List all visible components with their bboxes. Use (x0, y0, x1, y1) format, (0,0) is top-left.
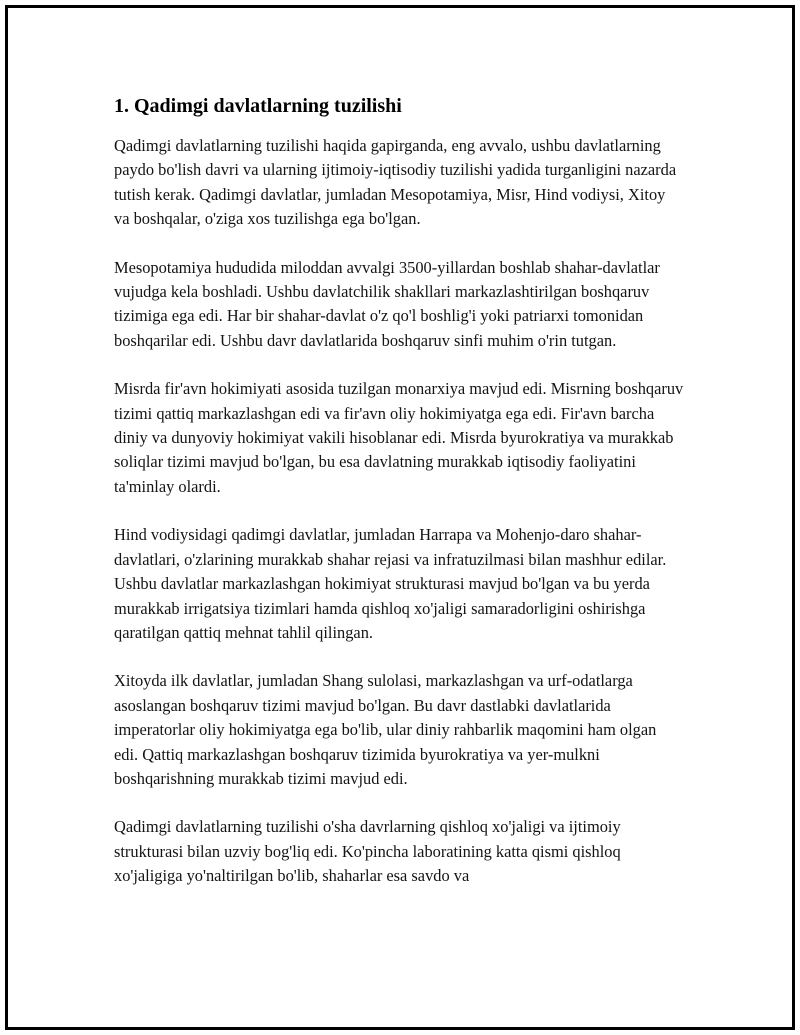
paragraph-mesopotamia: Mesopotamiya hududida miloddan avvalgi 3500-yillardan boshlab shahar-davlatlar vujudga kela boshladi. Ushbu davlatchilik shakllari markazlashtirilgan boshqaruv tizimiga ega edi. Har bir shahar-davlat o'z qo'l boshlig'i yoki patriarxi tomonidan boshqarilar edi. Ushbu davr davlatlarida boshqaruv sinfi muhim o'rin tutgan. (114, 257, 660, 350)
paragraph-egypt: Misrda fir'avn hokimiyati asosida tuzilgan monarxiya mavjud edi. Misrning boshqaruv tizimi qattiq markazlashgan edi va fir'avn oliy hokimiyatga ega edi. Fir'avn barcha diniy va dunyoviy hokimiyat vakili hisoblanar edi. Misrda byurokratiya va murakkab soliqlar tizimi mavjud bo'lgan, bu esa davlatning murakkab iqtisodiy faoliyatini ta'minlay olardi. (114, 379, 684, 496)
paragraph-conclusion: Qadimgi davlatlarning tuzilishi o'sha davrlarning qishloq xo'jaligi va ijtimoiy strukturasi bilan uzviy bog'liq edi. Ko'pincha laboratining katta qismi qishloq xo'jaligiga yo'naltirilgan bo'lib, shaharlar esa savdo va (114, 817, 621, 886)
section-heading: 1. Qadimgi davlatlarning tuzilishi (114, 95, 402, 117)
paragraph-intro: Qadimgi davlatlarning tuzilishi haqida gapirganda, eng avvalo, ushbu davlatlarning paydo bo'lish davri va ularning ijtimoiy-iqtisodiy tuzilishi yadida turganligini nazarda tutish kerak. Qadimgi davlatlar, jumladan Mesopotamiya, Misr, Hind vodiysi, Xitoy va boshqalar, o'ziga xos tuzilishga ega bo'lgan. (114, 136, 677, 229)
document-body (114, 92, 684, 913)
paragraph-indus-valley: Hind vodiysidagi qadimgi davlatlar, jumladan Harrapa va Mohenjo-daro shahar-davlatlari, o'zlarining murakkab shahar rejasi va infratuzilmasi bilan mashhur edilar. Ushbu davlatlar markazlashgan hokimiyat strukturasi mavjud bo'lgan va bu yerda murakkab irrigatsiya tizimlari hamda qishloq xo'jaligi samaradorligini oshirishga qaratilgan qattiq mehnat tahlil qilingan. (114, 525, 667, 642)
paragraph-china: Xitoyda ilk davlatlar, jumladan Shang sulolasi, markazlashgan va urf-odatlarga asoslangan boshqaruv tizimi mavjud bo'lgan. Bu davr dastlabki davlatlarida imperatorlar oliy hokimiyatga ega bo'lib, ular diniy rahbarlik maqomini ham olgan edi. Qattiq markazlashgan boshqaruv tizimida byurokratiya va yer-mulkni boshqarishning murakkab tizimi mavjud edi. (114, 671, 657, 788)
